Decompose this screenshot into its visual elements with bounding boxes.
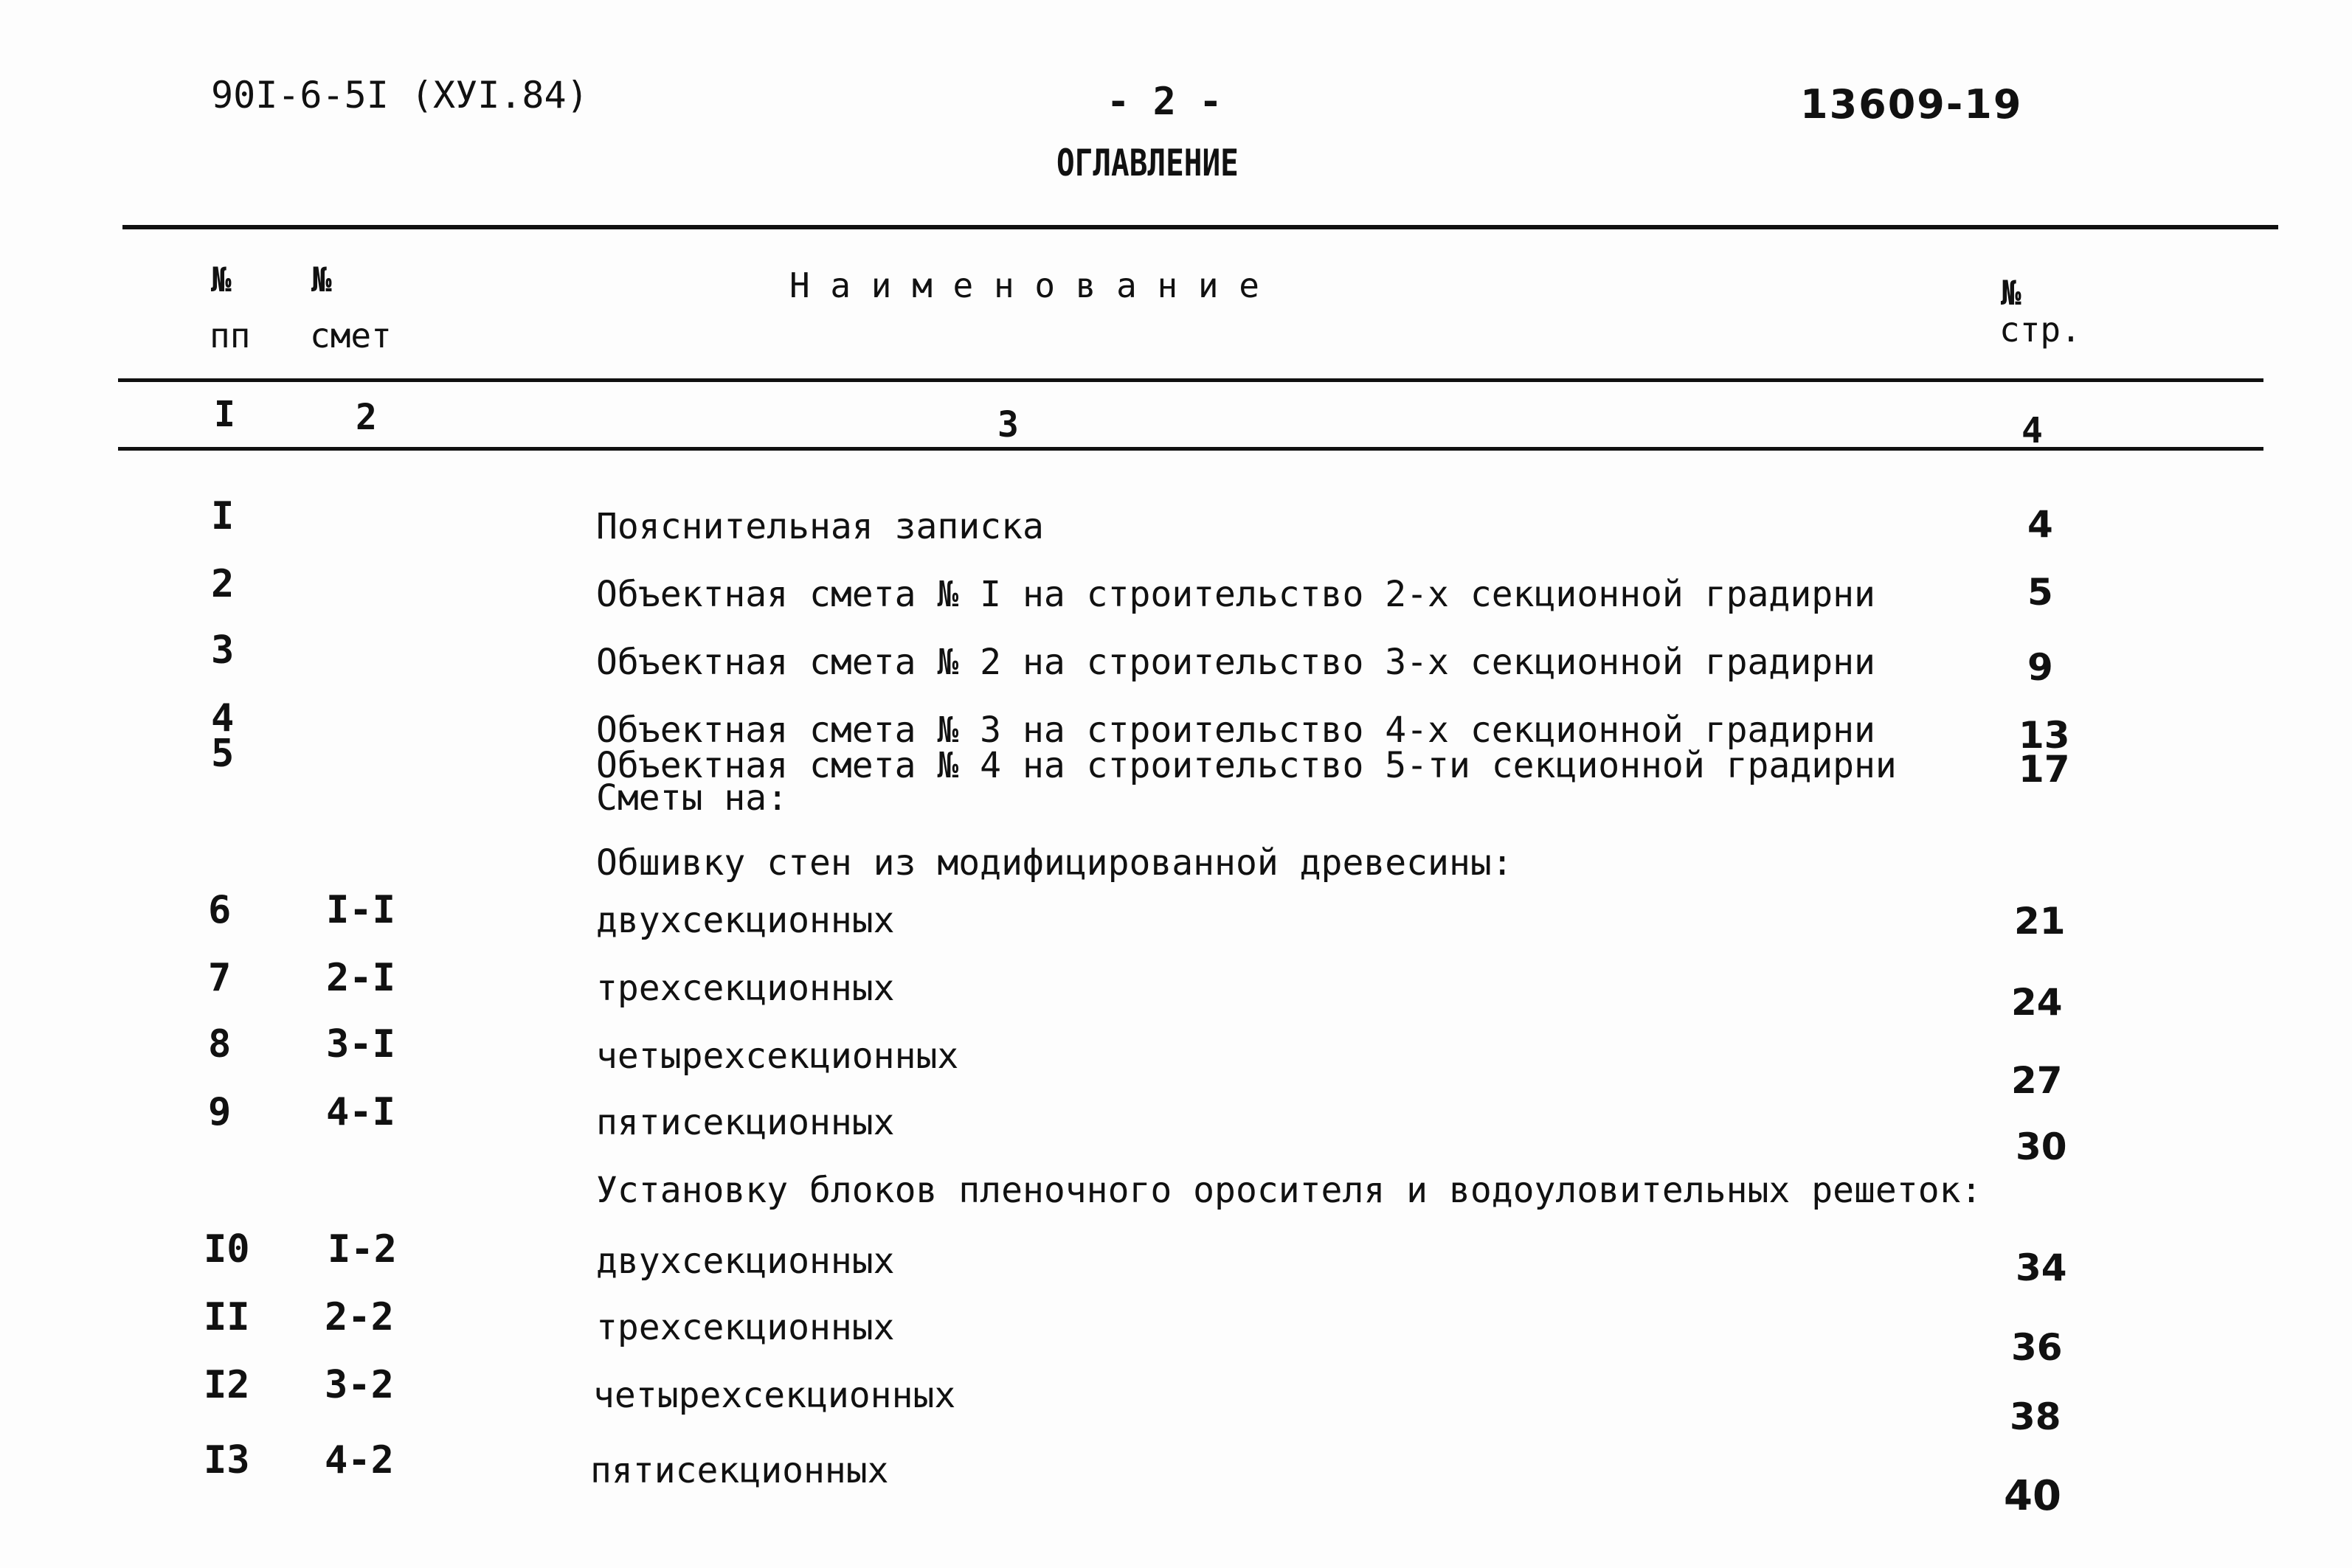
row-number: II xyxy=(204,1295,250,1339)
header-page-number-symbol: № xyxy=(2001,273,2021,313)
row-estimate: 2-2 xyxy=(325,1295,394,1339)
column-number-1: I xyxy=(214,394,235,435)
row-page: 9 xyxy=(2027,646,2053,689)
row-name: Объектная смета № I на строительство 2-х секционной градирни xyxy=(596,574,1875,615)
row-name: Объектная смета № 2 на строительство 3-х секционной градирни xyxy=(596,642,1875,683)
row-number: 2 xyxy=(211,562,235,606)
row-name: четырехсекционных xyxy=(596,1035,959,1077)
column-numbers-rule xyxy=(118,447,2263,451)
table-top-rule xyxy=(122,225,2278,229)
row-name: двухсекционных xyxy=(596,900,895,941)
row-estimate: 3-2 xyxy=(325,1363,394,1407)
row-name: трехсекционных xyxy=(596,1307,895,1348)
row-name: Объектная смета № 4 на строительство 5-ти секционной градирни xyxy=(596,745,1897,786)
column-number-4: 4 xyxy=(2021,410,2043,451)
section-heading: Обшивку стен из модифицированной древесины: xyxy=(596,842,1513,884)
section-intro: Сметы на: xyxy=(596,777,789,819)
row-page: 21 xyxy=(2014,900,2066,943)
row-number: 7 xyxy=(208,956,232,1000)
page-number: - 2 - xyxy=(1107,80,1222,124)
row-estimate: 3-I xyxy=(326,1022,395,1066)
row-name: четырехсекционных xyxy=(593,1375,956,1416)
row-estimate: 2-I xyxy=(326,956,395,1000)
row-number: 5 xyxy=(211,732,235,776)
row-page: 36 xyxy=(2011,1326,2063,1369)
row-estimate: 4-I xyxy=(326,1090,395,1134)
column-number-3: 3 xyxy=(997,404,1019,445)
header-page: стр. xyxy=(1999,310,2081,350)
document-code: 90I-6-5I (ХУI.84) xyxy=(211,74,589,117)
row-number: I3 xyxy=(204,1438,250,1482)
row-page: 40 xyxy=(2004,1472,2061,1520)
row-number: 6 xyxy=(208,888,232,932)
row-name: трехсекционных xyxy=(596,968,895,1009)
row-estimate: 4-2 xyxy=(325,1438,394,1482)
row-number: 4 xyxy=(211,696,235,740)
row-number: 9 xyxy=(208,1090,232,1134)
row-page: 5 xyxy=(2027,571,2053,614)
row-page: 30 xyxy=(2016,1125,2067,1168)
header-estimate-number-symbol: № xyxy=(311,260,332,299)
row-number: I2 xyxy=(204,1363,250,1407)
row-name: пятисекционных xyxy=(596,1102,895,1143)
row-name: Объектная смета № 3 на строительство 4-х секционной градирни xyxy=(596,710,1875,751)
row-number: I xyxy=(211,494,235,538)
header-item-number: пп xyxy=(210,316,251,355)
row-page: 13 xyxy=(2019,714,2070,757)
row-page: 17 xyxy=(2019,748,2070,791)
page-title: ОГЛАВЛЕНИЕ xyxy=(1056,142,1239,184)
row-page: 4 xyxy=(2027,503,2053,546)
row-number: 8 xyxy=(208,1022,232,1066)
column-number-2: 2 xyxy=(356,397,377,438)
row-page: 34 xyxy=(2016,1246,2067,1289)
header-item-number-symbol: № xyxy=(211,260,232,299)
row-number: 3 xyxy=(211,628,235,673)
header-estimate-number: смет xyxy=(310,316,392,355)
row-name: двухсекционных xyxy=(596,1241,895,1282)
row-estimate: I-I xyxy=(326,888,395,932)
section-heading: Установку блоков пленочного оросителя и водоуловительных решеток: xyxy=(596,1170,1982,1211)
header-name: Н а и м е н о в а н и е xyxy=(789,266,1259,305)
row-page: 24 xyxy=(2011,981,2063,1024)
header-bottom-rule xyxy=(118,378,2263,382)
row-page: 38 xyxy=(2010,1395,2061,1438)
row-name: Пояснительная записка xyxy=(596,506,1044,547)
row-page: 27 xyxy=(2011,1059,2063,1102)
row-name: пятисекционных xyxy=(590,1450,889,1491)
row-estimate: I-2 xyxy=(328,1227,397,1272)
archive-number: 13609-19 xyxy=(1800,81,2023,128)
row-number: I0 xyxy=(204,1227,250,1272)
